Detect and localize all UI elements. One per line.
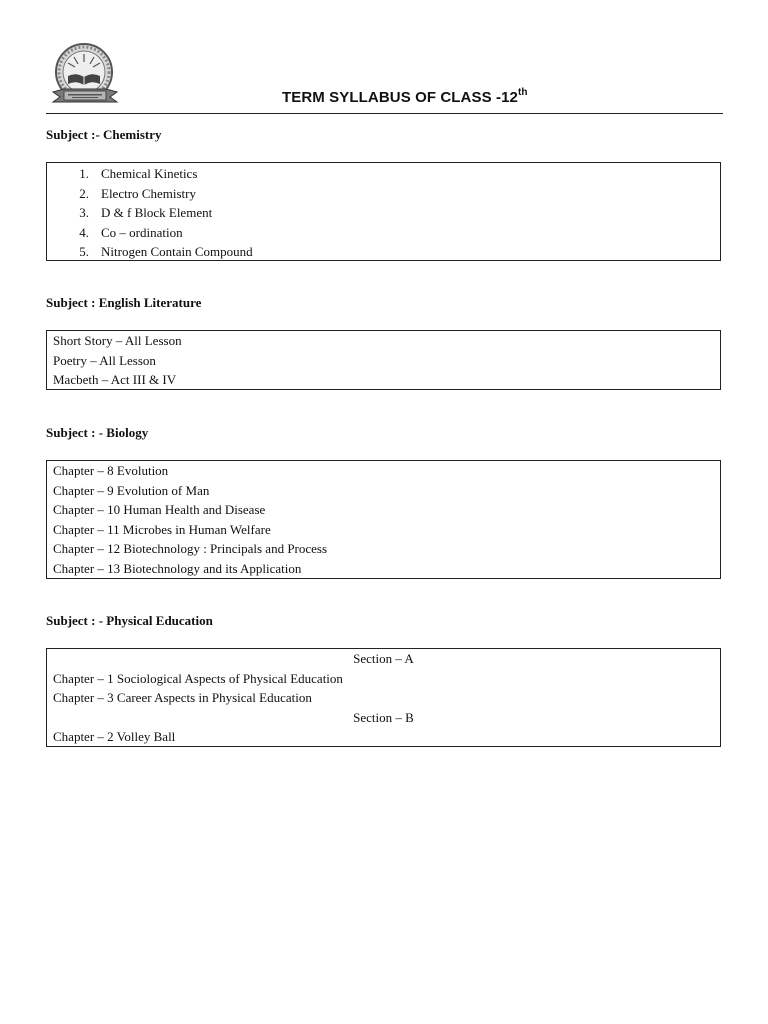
header-rule bbox=[46, 113, 723, 114]
list-item: Short Story – All Lesson bbox=[53, 333, 182, 348]
list-item: Chapter – 10 Human Health and Disease bbox=[53, 502, 266, 518]
list-item: Chapter – 3 Career Aspects in Physical Education bbox=[53, 690, 312, 706]
list-item: Macbeth – Act III & IV bbox=[53, 372, 177, 388]
section-heading: Section – B bbox=[353, 709, 414, 725]
list-item: Chapter – 12 Biotechnology : Principals and Process bbox=[53, 541, 328, 557]
list-item: Chapter – 11 Microbes in Human Welfare bbox=[53, 521, 271, 537]
chemistry-topic-list bbox=[47, 164, 720, 262]
list-item: Chapter – 13 Biotechnology and its Application bbox=[53, 560, 302, 576]
subject-physical-education-heading: Subject : - Physical Education bbox=[46, 613, 213, 628]
title-superscript: th bbox=[517, 87, 528, 98]
subject-biology-heading: Subject : - Biology bbox=[46, 425, 149, 440]
subject-chemistry-heading: Subject :- Chemistry bbox=[46, 127, 162, 142]
list-item: 3. D & f Block Element bbox=[79, 205, 213, 221]
section-heading: Section – A bbox=[353, 651, 414, 666]
page-title bbox=[282, 88, 528, 106]
biology-syllabus-box bbox=[46, 460, 721, 579]
school-logo bbox=[50, 42, 120, 110]
subject-english-heading: Subject : English Literature bbox=[46, 295, 202, 310]
list-item: 2. Electro Chemistry bbox=[79, 185, 196, 201]
english-syllabus-box bbox=[46, 330, 721, 390]
title-text: TERM SYLLABUS OF CLASS -12 bbox=[282, 89, 518, 106]
chemistry-syllabus-box bbox=[46, 162, 721, 261]
physical-education-syllabus-box bbox=[46, 648, 721, 747]
list-item: 1. Chemical Kinetics bbox=[79, 166, 198, 181]
list-item: Chapter – 9 Evolution of Man bbox=[53, 482, 210, 498]
list-item: Chapter – 8 Evolution bbox=[53, 463, 169, 478]
list-item: 5. Nitrogen Contain Compound bbox=[79, 244, 253, 260]
list-item: Poetry – All Lesson bbox=[53, 352, 156, 368]
list-item: 4. Co – ordination bbox=[79, 224, 183, 240]
list-item: Chapter – 2 Volley Ball bbox=[53, 729, 176, 745]
list-item: Chapter – 1 Sociological Aspects of Physical Education bbox=[53, 670, 343, 686]
